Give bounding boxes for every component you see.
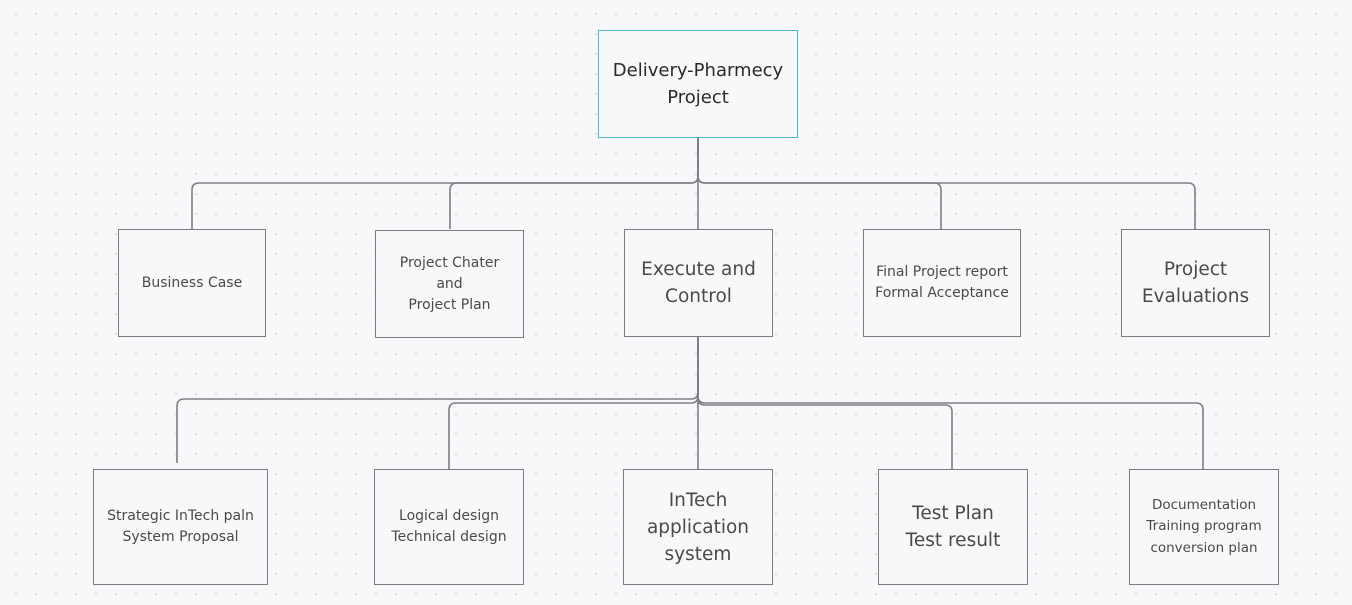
- connector-execute-logical: [449, 337, 698, 469]
- node-strategic-intech-plan[interactable]: Strategic InTech paln System Proposal: [93, 469, 268, 585]
- connector-execute-documentation: [698, 337, 1203, 469]
- node-documentation-training-conversion[interactable]: Documentation Training program conversion plan: [1129, 469, 1279, 585]
- connector-execute-test: [698, 337, 952, 469]
- node-project-charter-plan[interactable]: Project Chater and Project Plan: [375, 230, 524, 338]
- connector-execute-strategic: [177, 337, 698, 463]
- root-node-delivery-pharmecy-project[interactable]: Delivery-Pharmecy Project: [598, 30, 798, 138]
- node-business-case[interactable]: Business Case: [118, 229, 266, 337]
- connector-root-final-report: [698, 138, 941, 229]
- connector-root-project-charter: [450, 138, 698, 229]
- node-intech-application-system[interactable]: InTech application system: [623, 469, 773, 585]
- node-final-project-report[interactable]: Final Project report Formal Acceptance: [863, 229, 1021, 337]
- node-project-evaluations[interactable]: Project Evaluations: [1121, 229, 1270, 337]
- node-execute-and-control[interactable]: Execute and Control: [624, 229, 773, 337]
- connector-root-evaluations: [698, 138, 1195, 229]
- connector-root-business-case: [192, 138, 698, 229]
- node-logical-technical-design[interactable]: Logical design Technical design: [374, 469, 524, 585]
- node-test-plan-result[interactable]: Test Plan Test result: [878, 469, 1028, 585]
